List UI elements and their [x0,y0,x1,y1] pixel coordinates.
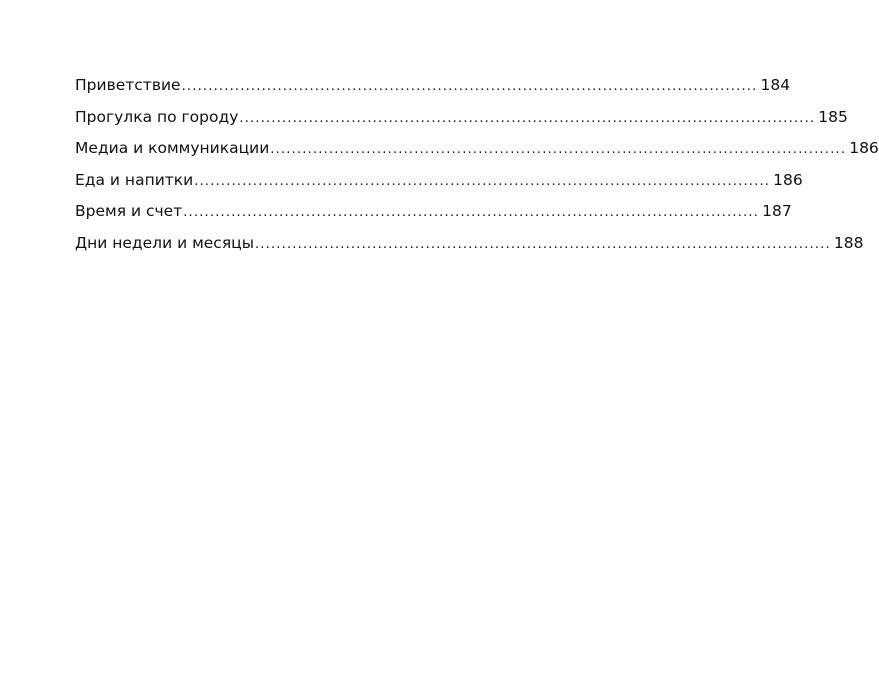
toc-entry-page: 188 [833,233,864,252]
table-of-contents [75,70,879,260]
toc-entry-title: Время и счет [75,202,183,221]
toc-entry-title: Прогулка по городу [75,107,239,126]
toc-entry[interactable] [75,228,864,260]
toc-dot-leader: ............................................................................................................ [270,142,847,158]
toc-entry-title: Приветствие [75,76,181,94]
toc-entry-page: 187 [762,202,792,221]
toc-entry-page: 184 [760,76,791,94]
toc-dot-leader: ............................................................................................................ [194,173,771,189]
toc-dot-leader: ............................................................................................................ [239,110,816,126]
toc-entry-title: Медиа и коммуникации [75,139,270,158]
toc-entry[interactable] [75,70,791,102]
toc-entry[interactable] [75,165,803,197]
toc-entry-title: Дни недели и месяцы [75,233,254,252]
toc-dot-leader: ............................................................................................................ [183,205,760,221]
toc-dot-leader: ............................................................................................................ [254,236,831,252]
toc-entry-page: 185 [818,107,848,126]
toc-entry-page: 186 [849,139,879,158]
toc-dot-leader: ............................................................................................................ [181,79,758,94]
toc-entry-title: Еда и напитки [75,170,194,189]
toc-entry-page: 186 [773,170,803,189]
toc-entry[interactable] [75,133,879,165]
toc-entry[interactable] [75,102,848,134]
toc-entry[interactable] [75,196,792,228]
